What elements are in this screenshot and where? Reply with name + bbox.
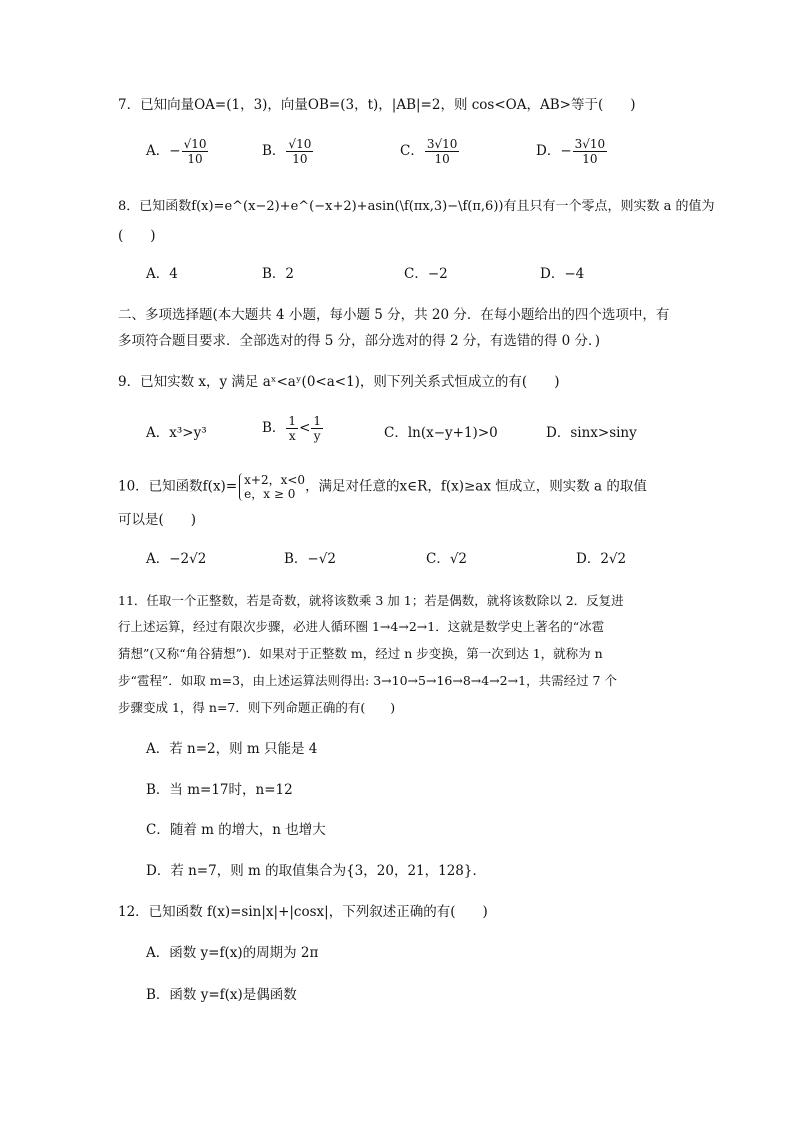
question-11-line-2: 行上述运算，经过有限次步骤，必进人循环圈 1→4→2→1．这就是数学史上著名的“冰雹: [118, 619, 605, 634]
q9-option-c: C．ln(x−y+1)>0: [384, 425, 498, 441]
q7-option-a-label: A．−: [146, 143, 181, 159]
q7-option-d-fraction: [573, 137, 608, 166]
q10-piece-2: e，x ≥ 0: [244, 487, 296, 501]
question-10-stem: [118, 473, 647, 501]
q10-option-d: D．2√2: [576, 551, 627, 567]
q11-option-d: D．若 n=7，则 m 的取值集合为{3，20，21，128}．: [146, 863, 486, 879]
q10-option-c: C．√2: [426, 551, 468, 567]
q9-option-b-fraction-1-denominator: x: [288, 429, 296, 443]
question-11-line-5: 步骤变成 1，得 n=7．则下列命题正确的有( ): [118, 700, 396, 715]
q7-option-d-label: D．−: [536, 143, 572, 159]
q7-option-c-label: C．: [400, 143, 424, 159]
question-11-line-3: 猜想”(又称“角谷猜想”)．如果对于正整数 m，经过 n 步变换，第一次到达 1，就称为 n: [118, 646, 603, 661]
q7-option-d: [536, 137, 608, 166]
question-11-line-1: 11．任取一个正整数，若是奇数，就将该数乘 3 加 1；若是偶数，就将该数除以 2．反复进: [118, 593, 624, 608]
q7-option-b-fraction: [286, 137, 313, 166]
q9-option-b: [262, 414, 324, 443]
q10-option-b: B．−√2: [284, 551, 336, 567]
q9-option-b-fraction-2-denominator: y: [313, 429, 321, 443]
q9-option-d: D．sinx>siny: [546, 425, 637, 441]
q8-option-a: A．4: [146, 266, 178, 282]
q9-option-b-fraction-2-numerator: 1: [313, 414, 322, 428]
q8-option-b: B．2: [262, 266, 295, 282]
q7-option-b-label: B．: [262, 143, 286, 159]
q9-option-a: A．x³>y³: [146, 425, 207, 441]
q7-option-a: [146, 137, 209, 166]
q7-option-c-fraction: [425, 137, 460, 166]
q9-option-b-fraction-1-numerator: 1: [288, 414, 297, 428]
question-12-stem: 12．已知函数 f(x)=sin|x|+|cosx|，下列叙述正确的有( ): [118, 904, 488, 920]
question-11-line-4: 步“雹程”．如取 m=3，由上述运算法则得出: 3→10→5→16→8→4→2→1，共需经过 7 个: [118, 673, 617, 688]
q9-option-b-fraction-1: [286, 414, 298, 443]
q7-option-c-denominator: 10: [434, 152, 450, 166]
q7-option-d-denominator: 10: [582, 152, 598, 166]
q7-option-d-numerator: 3√10: [574, 137, 606, 151]
q11-option-c: C．随着 m 的增大，n 也增大: [146, 822, 326, 838]
q7-option-b-denominator: 10: [292, 152, 308, 166]
q7-option-a-fraction: [182, 137, 209, 166]
q9-option-b-fraction-2: [311, 414, 323, 443]
section-2-heading-line-2: 多项符合题目要求．全部选对的得 5 分，部分选对的得 2 分，有选错的得 0 分．): [118, 333, 601, 349]
q7-option-b: [262, 137, 314, 166]
q9-option-b-less-than: <: [299, 420, 311, 436]
q10-stem-suffix: ，满足对任意的x∈R，f(x)≥ax 恒成立，则实数 a 的取值: [305, 478, 647, 495]
question-9-stem: 9．已知实数 x，y 满足 aˣ<aʸ(0<a<1)，则下列关系式恒成立的有( ): [118, 374, 560, 390]
q7-option-a-denominator: 10: [187, 152, 203, 166]
q10-stem-prefix: 10．已知函数f(x)=: [118, 478, 238, 495]
q8-option-c: C．−2: [404, 266, 448, 282]
question-7-stem: 7．已知向量OA=(1，3)，向量OB=(3，t)，|AB|=2，则 cos<OA，AB>等于( ): [118, 97, 636, 113]
q11-option-b: B．当 m=17时，n=12: [146, 782, 293, 798]
q7-option-b-numerator: √10: [288, 137, 312, 151]
q11-option-a: A．若 n=2，则 m 只能是 4: [146, 741, 318, 757]
q7-option-a-numerator: √10: [183, 137, 207, 151]
q7-option-c: [400, 137, 460, 166]
q8-option-d: D．−4: [540, 266, 585, 282]
q7-option-c-numerator: 3√10: [426, 137, 458, 151]
q12-option-b: B．函数 y=f(x)是偶函数: [146, 987, 297, 1003]
q12-option-a: A．函数 y=f(x)的周期为 2π: [146, 945, 319, 961]
q9-option-b-label: B．: [262, 420, 286, 436]
section-2-heading-line-1: 二、多项选择题(本大题共 4 小题，每小题 5 分，共 20 分．在每小题给出的四个选项中，有: [118, 307, 670, 323]
question-10-stem-continued: 可以是( ): [118, 512, 197, 528]
question-8-stem-continued: ( ): [118, 228, 156, 244]
q10-piecewise: [239, 473, 305, 501]
q10-piece-1: x+2，x<0: [244, 473, 306, 487]
q10-option-a: A．−2√2: [146, 551, 207, 567]
question-8-stem: 8．已知函数f(x)=e^(x−2)+e^(−x+2)+asin(\f(πx,3)−\f(π,6))有且只有一个零点，则实数 a 的值为: [118, 199, 715, 214]
